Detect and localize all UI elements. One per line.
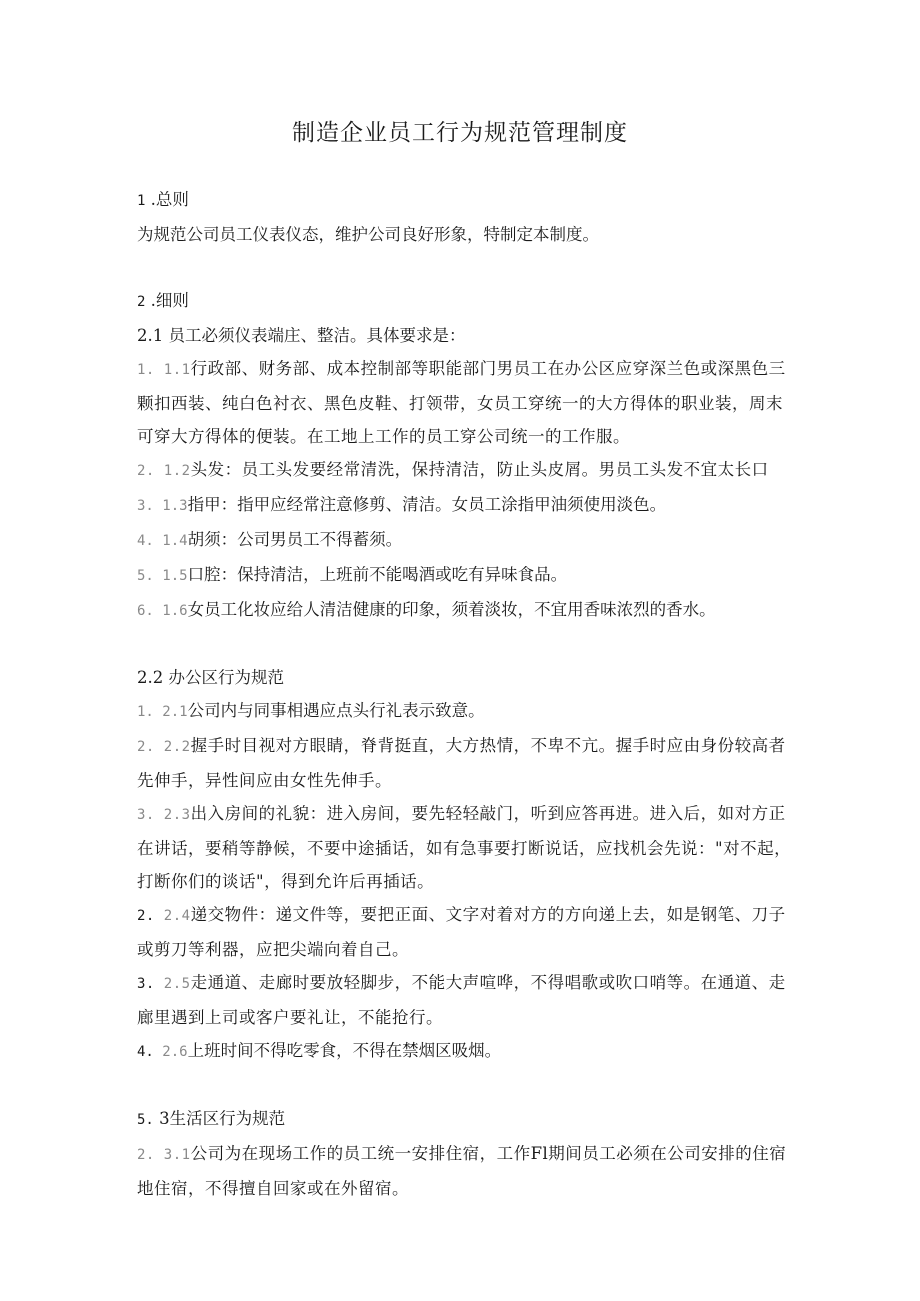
subsection-heading-living [137, 1102, 797, 1137]
item-text: 公司内与同事相遇应点头行礼表示致意。 [187, 701, 485, 720]
item-code: 2.2 [154, 739, 191, 755]
section-heading-general [137, 183, 797, 218]
item-text: 上班时间不得吃零食，不得在禁烟区吸烟。 [187, 1041, 502, 1060]
list-item [137, 1137, 797, 1205]
item-number: 3. [137, 976, 155, 992]
list-item [137, 1034, 797, 1069]
item-text: 指甲：指甲应经常注意修剪、清洁。女员工涂指甲油须使用淡色。 [187, 495, 667, 514]
item-number: 4. [137, 1044, 154, 1060]
list-item [137, 523, 797, 558]
item-code: 2.3 [154, 807, 191, 823]
item-number: 1. [137, 362, 155, 378]
item-code: 3.1 [154, 1147, 191, 1163]
list-item [137, 453, 797, 488]
item-number: 5. [137, 568, 154, 584]
item-text: 出入房间的礼貌：进入房间，要先轻轻敲门，听到应答再进。进入后，如对方正在讲话，要稍等静候，不要中途插话，如有急事要打断说话，应找机会先说："对不起，打断你们的谈话"，得到允许后再插话。 [137, 804, 792, 891]
general-paragraph: 为规范公司员工仪表仪态，维护公司良好形象，特制定本制度。 [137, 225, 599, 244]
item-text: 握手时目视对方眼睛，脊背挺直，大方热情，不卑不亢。握手时应由身份较高者先伸手，异性间应由女性先伸手。 [137, 736, 786, 790]
item-number: 2. [137, 739, 155, 755]
item-number: 2. [137, 1147, 155, 1163]
item-number: 2. [137, 908, 155, 924]
list-item [137, 694, 797, 729]
item-code: 2.5 [154, 976, 191, 992]
subsection-heading-appearance: 2.1 员工必须仪表端庄、整洁。具体要求是： [137, 326, 466, 345]
list-item [137, 488, 797, 523]
section-number: 2 [137, 294, 146, 310]
subsection-title: 3生活区行为规范 [153, 1109, 286, 1128]
item-text: 行政部、财务部、成本控制部等职能部门男员工在办公区应穿深兰色或深黑色三颗扣西装、纯白色衬衣、黑色皮鞋、打领带，女员工穿统一的大方得体的职业装，周末可穿大方得体的便装。在工地上工作的员工穿公司统一的工作服。 [137, 359, 786, 446]
section-title: .总则 [145, 190, 189, 209]
item-text: 走通道、走廊时要放轻脚步，不能大声喧哗，不得唱歌或吹口哨等。在通道、走廊里遇到上司或客户要礼让，不能抢行。 [137, 973, 786, 1027]
list-item [137, 729, 797, 797]
item-code: 1.2 [154, 463, 191, 479]
item-code: 2.4 [154, 908, 191, 924]
item-number: 1. [137, 704, 154, 720]
item-text: 口腔：保持清洁，上班前不能喝酒或吃有异味食品。 [187, 565, 568, 584]
item-text: 递交物件：递文件等，要把正面、文字对着对方的方向递上去，如是钢笔、刀子或剪刀等利器，应把尖端向着自己。 [137, 905, 786, 959]
item-text: 胡须：公司男员工不得蓄须。 [187, 530, 403, 549]
item-number: 3. [137, 807, 155, 823]
list-item [137, 966, 797, 1034]
document-title: 制造企业员工行为规范管理制度 [292, 120, 628, 146]
list-item [137, 558, 797, 593]
item-code: 2.6 [153, 1044, 188, 1060]
item-code: 1.3 [153, 498, 188, 514]
item-number: 3. [137, 498, 154, 514]
item-text: 公司为在现场工作的员工统一安排住宿，工作Fl期间员工必须在公司安排的住宿地住宿，不得擅自回家或在外留宿。 [137, 1144, 787, 1198]
item-code: 1.4 [153, 533, 188, 549]
list-item [137, 898, 797, 966]
list-item [137, 797, 797, 898]
item-text: 头发：员工头发要经常清洗，保持清洁，防止头皮屑。男员工头发不宜太长口 [190, 460, 769, 479]
item-code: 1.6 [153, 603, 188, 619]
item-text: 女员工化妆应给人清洁健康的印象，须着淡妆，不宜用香味浓烈的香水。 [187, 600, 716, 619]
item-number: 4. [137, 533, 154, 549]
document-body [137, 183, 797, 1205]
item-code: 2.1 [153, 704, 188, 720]
list-item [137, 593, 797, 628]
item-code: 1.1 [154, 362, 191, 378]
section-number: 1 [137, 193, 146, 209]
section-heading-details [137, 284, 797, 319]
list-item [137, 352, 797, 453]
section-title: .细则 [145, 291, 189, 310]
item-code: 1.5 [153, 568, 188, 584]
item-number: 5. [137, 1112, 154, 1128]
item-number: 6. [137, 603, 154, 619]
subsection-heading-office: 2.2 办公区行为规范 [137, 668, 284, 687]
item-number: 2. [137, 463, 155, 479]
